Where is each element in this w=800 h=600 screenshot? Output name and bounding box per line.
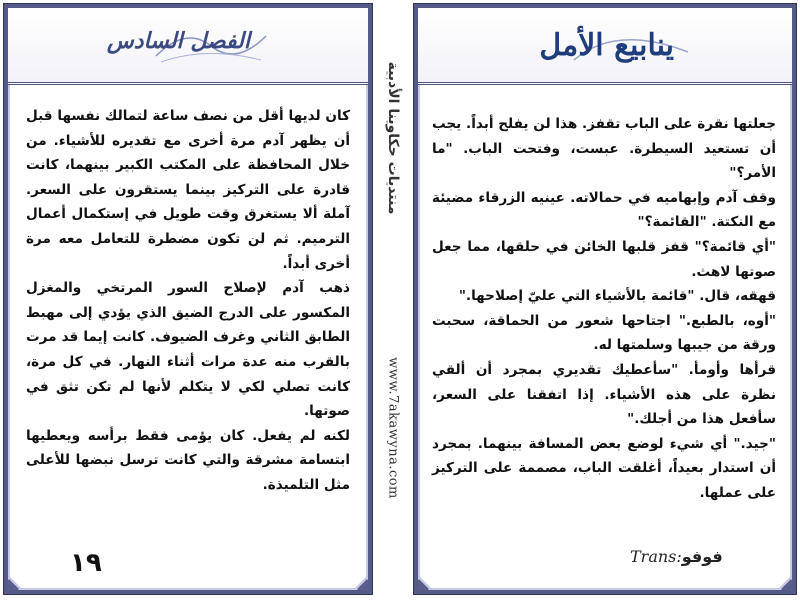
paragraph: لكنه لم يفعل. كان يؤمى فقط برأسه ويعطيها ابتسامة مشرقة والتي كانت ترسل نبضها للأعلى مثل التلميذة. xyxy=(26,427,350,493)
paragraph: قهقه، قال. "قائمة بالأشياء التي عليّ إصلاحها." xyxy=(458,288,776,305)
paragraph: كان لديها أقل من نصف ساعة لتمالك نفسها قبل أن يظهر آدم مرة أخرى مع تقديره للأشياء. من خلال المحافظة على المكتب الكبير بينهما، كانت قادرة على التركيز بينما يستقرون على السعر. آملة ألا يستغرق وقت طويل في إستكمال أعمال الترميم. ثم لن تكون مضطرة للتعامل معه مرة أخرى أبداً. xyxy=(26,108,350,272)
right-page-body xyxy=(432,112,776,506)
paragraph: قرأها وأومأ. "سأعطيك تقديري بمجرد أن ألقي نظرة على هذه الأشياء. إذا اتفقنا على السعر، سأفعل هذا من أجلك." xyxy=(432,361,776,428)
book-title: ينابيع الأمل xyxy=(539,28,674,63)
left-page-body xyxy=(26,104,350,498)
corner-ornament xyxy=(4,576,22,594)
translator-label: Trans: xyxy=(630,547,682,566)
paragraph: وقف آدم وإبهاميه في حمالاته. عينيه الزرقاء مضيئة مع النكتة. "القائمة؟" xyxy=(432,189,776,231)
translator-credit xyxy=(630,547,727,566)
paragraph: ذهب آدم لإصلاح السور المرتخي والمغزل المكسور على الدرج الضيق الذي يؤدي إلى مهبط الطابق الثاني وغرف الضيوف. كانت إيما قد مرت بالقرب منه عدة مرات أثناء النهار. في كل مرة، كانت تصلي لكي لا يتكلم لأنها لم تكن تثق في صوتها. xyxy=(26,280,350,420)
left-page-header xyxy=(8,8,368,85)
book-gutter xyxy=(376,10,410,590)
paragraph: "أي قائمة؟" قفز قلبها الخائن في حلقها، مما جعل صوتها لاهث. xyxy=(432,238,776,280)
forum-name: منتديات حكاوينا الأدبية xyxy=(385,61,401,214)
translator-name: فوفو xyxy=(681,547,723,566)
paragraph: "أوه، بالطبع." اجتاحها شعور من الحماقة، سحبت ورقة من جيبها وسلمتها له. xyxy=(432,312,776,354)
right-page xyxy=(414,4,796,594)
left-page xyxy=(4,4,372,594)
corner-ornament xyxy=(778,576,796,594)
corner-ornament xyxy=(354,576,372,594)
paragraph: جعلتها نقرة على الباب تقفز. هذا لن يفلح أبداً. يجب أن تستعيد السيطرة. عبست، وفتحت الباب. "ما الأمر؟" xyxy=(432,116,776,182)
chapter-title: الفصل السادس xyxy=(106,28,250,54)
page-number: ١٩ xyxy=(70,548,102,578)
website-url: www.7akawyna.com xyxy=(385,356,401,499)
paragraph: "جيد." أي شيء لوضع بعض المسافة بينهما. بمجرد أن استدار بعيداً، أغلقت الباب، مصممة على التركيز على عملها. xyxy=(432,435,776,501)
corner-ornament xyxy=(414,576,432,594)
right-page-header xyxy=(418,8,792,85)
